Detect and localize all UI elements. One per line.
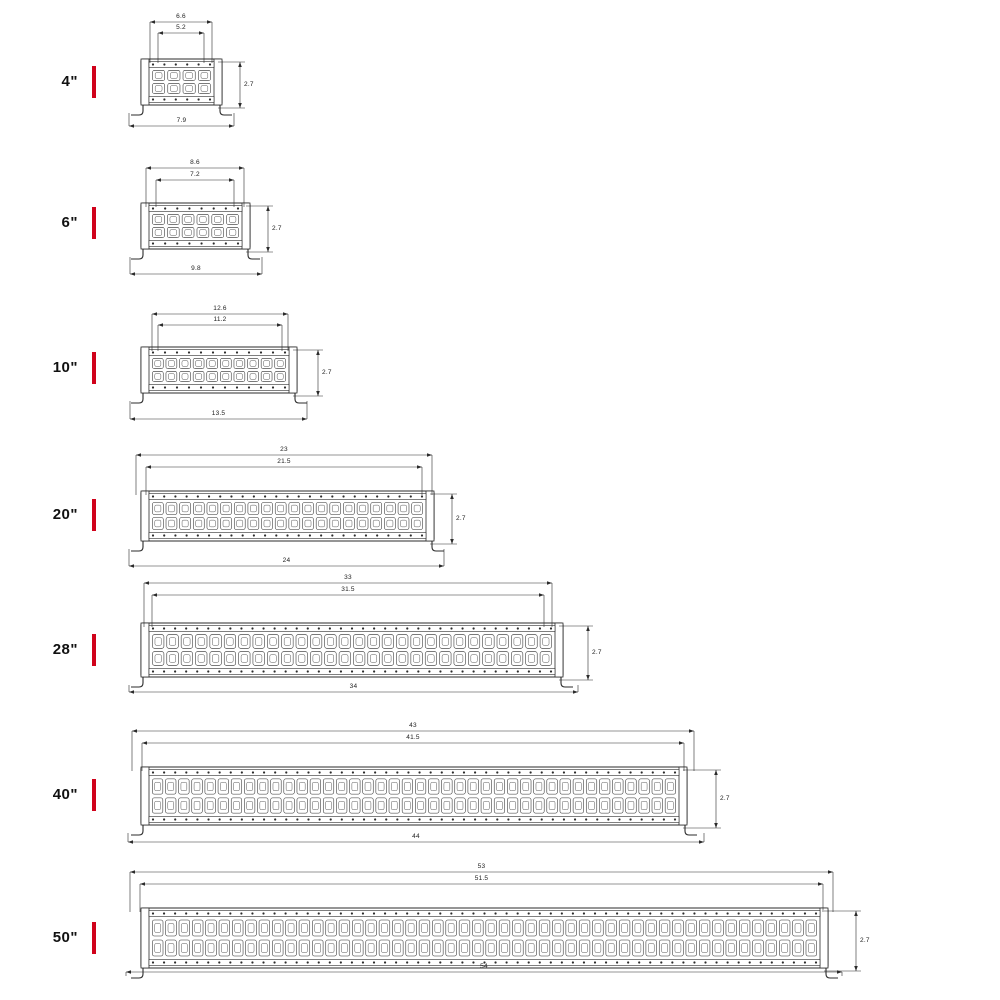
dimension-bottom: 54 [480,963,488,970]
dimension-height: 2.7 [720,795,730,802]
dimension-bottom: 24 [282,557,291,564]
dimension-top: 33 [344,574,352,581]
dimension-top: 6.6 [176,13,186,20]
size-label: 4" [61,73,78,90]
dimension-top: 53 [477,863,486,870]
dimension-bottom: 9.8 [191,265,201,272]
dimension-height: 2.7 [322,369,332,376]
size-label: 40" [52,786,78,803]
dimension-height: 2.7 [860,937,870,944]
dimension-bottom: 44 [412,833,420,840]
size-label: 50" [52,929,78,946]
dimension-top: 8.6 [190,159,200,166]
size-label: 10" [52,359,78,376]
dimension-bottom: 34 [349,683,358,690]
dimension-mid: 41.5 [406,734,420,741]
dimension-mid: 5.2 [176,24,186,31]
size-label: 28" [52,641,78,658]
dimension-mid: 11.2 [213,316,227,323]
dimension-bottom: 7.9 [176,117,187,124]
dimension-bottom: 13.5 [211,410,226,417]
dimension-top: 23 [280,446,288,453]
dimension-height: 2.7 [456,515,466,522]
dimension-top: 43 [409,722,417,729]
dimension-mid: 21.5 [277,458,291,465]
dimension-mid: 51.5 [474,875,489,882]
size-label: 6" [61,214,78,231]
size-label: 20" [52,506,78,523]
dimension-top: 12.6 [213,305,227,312]
dimension-height: 2.7 [272,225,282,232]
dimension-height: 2.7 [592,649,602,656]
dimension-mid: 7.2 [190,171,200,178]
dimension-height: 2.7 [244,81,254,88]
dimension-mid: 31.5 [341,586,355,593]
